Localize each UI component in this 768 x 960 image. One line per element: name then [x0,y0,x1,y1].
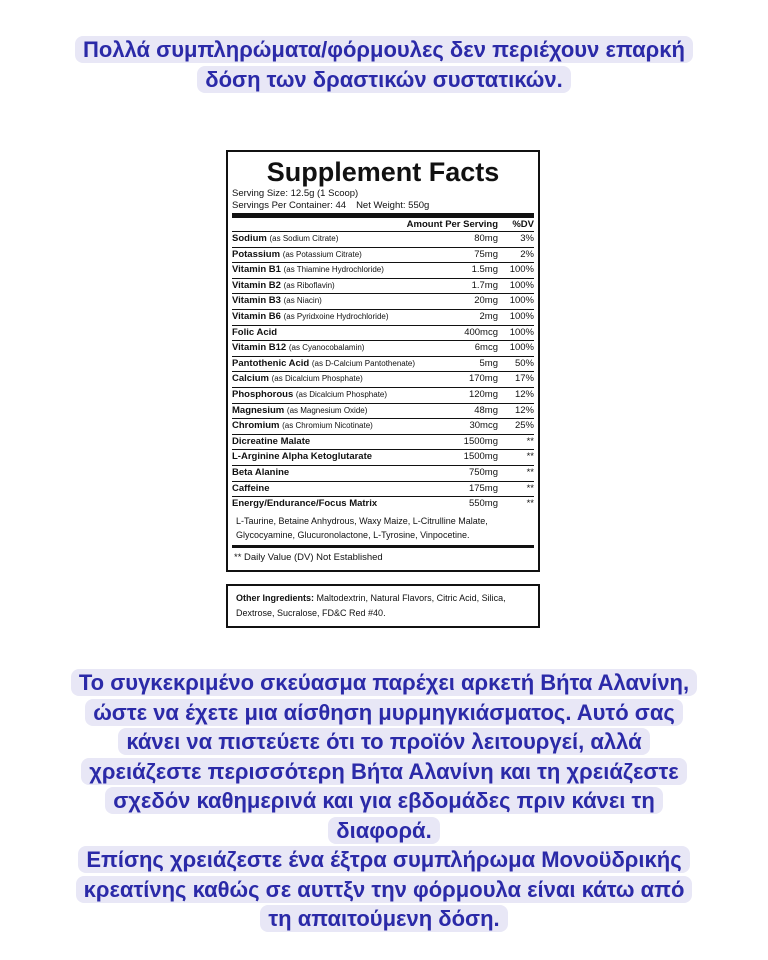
table-row [232,404,534,420]
header-amount: Amount Per Serving [406,219,498,230]
nutrient-name: Caffeine [232,482,270,494]
nutrient-name-cell [232,326,428,341]
nutrient-name: Potassium [232,248,281,260]
nutrient-source: (as Chromium Nicotinate) [282,421,373,431]
other-ingredients-text: Maltodextrin, Natural Flavors, Citric Acid, Silica, Dextrose, Sucralose, FD&C Red #40. [236,593,506,618]
nutrient-source: (as Cyanocobalamin) [288,343,365,353]
nutrient-dv: 12% [514,388,534,400]
nutrient-name-cell [232,466,428,481]
table-row [232,310,534,326]
caption-line: ώστε να έχετε μια αίσθηση μυρμηγκιάσματος. Αυτό σας [85,699,683,726]
nutrient-source: (as Pyridxoine Hydrochloride) [283,311,389,321]
nutrient-amount: 1500mg [463,451,498,463]
nutrient-name-cell [232,341,428,356]
nutrient-name-cell [232,279,428,294]
table-row [232,497,534,512]
nutrient-source: (as Dicalcium Phosphate) [271,374,363,384]
table-row [232,466,534,482]
nutrient-dv: ** [526,451,534,463]
caption-line: κάνει να πιστεύετε ότι το προϊόν λειτουργεί, αλλά [118,728,649,755]
nutrient-name: Beta Alanine [232,466,290,478]
caption-line: τη απαιτούμενη δόση. [260,905,507,932]
nutrient-amount: 1.7mg [471,279,498,291]
table-header [232,218,534,232]
nutrient-amount: 80mg [474,233,498,244]
nutrient-source: (as Dicalcium Phosphate) [295,389,388,399]
nutrient-name-cell [232,232,428,247]
other-ingredients-label: Other Ingredients: [236,593,315,603]
nutrient-source: (as D-Calcium Pantothenate) [311,358,416,368]
nutrient-amount: 550mg [468,498,498,510]
nutrient-dv: 12% [514,404,534,416]
caption-line: Πολλά συμπληρώματα/φόρμουλες δεν περιέχουν επαρκή [75,36,693,63]
nutrient-name-cell [232,497,428,512]
servings-per-container: Servings Per Container: 44 [232,200,347,211]
nutrient-dv: 100% [509,279,534,291]
table-row [232,326,534,342]
nutrient-dv: ** [526,482,534,494]
nutrient-dv: ** [526,466,534,478]
caption-line: χρειάζεστε περισσότερη Βήτα Αλανίνη και τη χρειάζεστε [81,758,686,785]
nutrient-name-cell [232,263,428,278]
caption-line: σχεδόν καθημερινά και για εβδομάδες πριν κάνει τη [105,787,663,814]
nutrient-dv: 2% [520,248,534,260]
table-row [232,341,534,357]
caption-line: δόση των δραστικών συστατικών. [197,66,570,93]
nutrient-dv: 100% [509,295,534,307]
nutrient-name-cell [232,435,428,450]
nutrient-amount: 48mg [474,404,498,416]
table-row [232,482,534,498]
table-row [232,263,534,279]
net-weight: Net Weight: 550g [356,200,430,211]
serving-size: Serving Size: 12.5g (1 Scoop) [232,188,359,199]
nutrient-source: (as Niacin) [283,296,322,306]
nutrient-table [232,232,534,512]
table-row [232,435,534,451]
matrix-ingredients: L-Taurine, Betaine Anhydrous, Waxy Maize, L-Citrulline Malate, Glycocyamine, Glucuronolactone, L-Tyrosine, Vinpocetine. [236,515,488,540]
table-row [232,450,534,466]
table-row [232,372,534,388]
footnote: ** Daily Value (DV) Not Established [234,551,383,563]
nutrient-name: Calcium [232,373,269,385]
caption-line: Επίσης χρειάζεστε ένα έξτρα συμπλήρωμα Μονοϋδρικής [78,846,689,873]
table-row [232,279,534,295]
nutrient-name: Vitamin B6 [232,310,281,322]
supplement-facts-label [226,150,540,572]
nutrient-name: Folic Acid [232,326,278,338]
nutrient-name-cell [232,450,428,465]
nutrient-name: Vitamin B1 [232,264,281,276]
nutrient-dv: 100% [509,326,534,338]
nutrient-dv: ** [526,435,534,447]
caption-line: διαφορά. [328,817,439,844]
nutrient-dv: 50% [514,357,534,369]
nutrient-name-cell [232,294,428,309]
nutrient-amount: 20mg [474,295,498,307]
nutrient-name-cell [232,310,428,325]
nutrient-amount: 120mg [468,388,498,400]
nutrient-name: Chromium [232,420,280,432]
nutrient-name: Vitamin B12 [232,342,287,354]
nutrient-source: (as Riboflavin) [283,280,335,290]
caption-line: κρεατίνης καθώς σε αυττξν την φόρμουλα είναι κάτω από [76,876,693,903]
nutrient-source: (as Sodium Citrate) [269,234,339,243]
nutrient-name: Phosphorous [232,388,294,400]
nutrient-name-cell [232,388,428,403]
nutrient-amount: 1.5mg [471,264,498,276]
nutrient-dv: 25% [514,420,534,432]
nutrient-name: Vitamin B3 [232,295,281,307]
caption-line: Το συγκεκριμένο σκεύασμα παρέχει αρκετή Βήτα Αλανίνη, [71,669,697,696]
nutrient-name: Magnesium [232,404,285,416]
bottom-caption [0,668,768,934]
table-row [232,419,534,435]
label-title: Supplement Facts [266,157,500,187]
nutrient-name: Vitamin B2 [232,279,281,291]
servings-line [232,200,534,212]
nutrient-amount: 75mg [474,248,498,260]
nutrient-dv: 17% [514,373,534,385]
nutrient-name: Dicreatine Malate [232,435,311,447]
nutrient-dv: ** [526,498,534,510]
nutrient-dv: 3% [520,233,534,244]
nutrient-amount: 750mg [468,466,498,478]
nutrient-amount: 1500mg [463,435,498,447]
nutrient-source: (as Magnesium Oxide) [286,405,368,415]
nutrient-name-cell [232,372,428,387]
other-ingredients-box [226,584,540,628]
nutrient-name: Pantothenic Acid [232,357,310,369]
nutrient-name-cell [232,404,428,419]
header-dv: %DV [512,219,534,230]
nutrient-name-cell [232,357,428,372]
nutrient-amount: 6mcg [474,342,498,354]
nutrient-name: L-Arginine Alpha Ketoglutarate [232,451,373,463]
nutrient-amount: 5mg [479,357,498,369]
nutrient-source: (as Thiamine Hydrochloride) [283,265,384,275]
nutrient-amount: 400mcg [464,326,498,338]
nutrient-name-cell [232,248,428,263]
table-row [232,388,534,404]
nutrient-amount: 2mg [479,310,498,322]
nutrient-source: (as Potassium Citrate) [282,249,362,259]
nutrient-dv: 100% [509,310,534,322]
nutrient-name-cell [232,482,428,497]
nutrient-name-cell [232,419,428,434]
nutrient-amount: 170mg [468,373,498,385]
table-row [232,357,534,373]
table-row [232,248,534,264]
table-row [232,294,534,310]
nutrient-name: Energy/Endurance/Focus Matrix [232,498,378,510]
nutrient-amount: 175mg [468,482,498,494]
nutrient-name: Sodium [232,233,267,244]
nutrient-dv: 100% [509,264,534,276]
nutrient-amount: 30mcg [469,420,498,432]
table-row [232,232,534,248]
top-caption [0,35,768,94]
nutrient-dv: 100% [509,342,534,354]
